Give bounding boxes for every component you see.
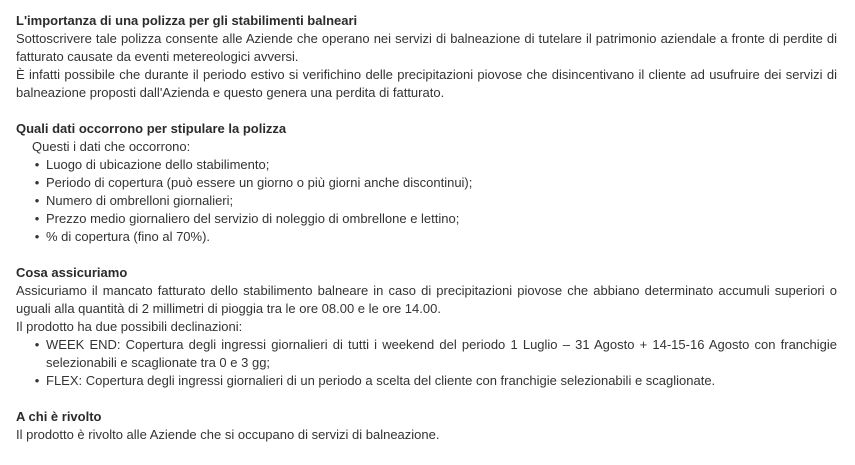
- list-item-text: FLEX: Copertura degli ingressi giornalieri di un periodo a scelta del cliente con franchigie selezionabili e scaglionate.: [46, 373, 716, 388]
- list-item-text: WEEK END: Copertura degli ingressi giornalieri di tutti i weekend del periodo 1 Luglio – 31 Agosto + 14-15-16 Agosto con franchigie selezionabili e scaglionate tra 0 e 3 gg;: [46, 337, 837, 370]
- bullet-icon: •: [34, 229, 40, 244]
- bullet-icon: •: [34, 337, 40, 352]
- section-paragraph: Assicuriamo il mancato fatturato dello stabilimento balneare in caso di precipitazioni piovose che abbiano determinato accumuli superiori o uguali alla quantità di 2 millimetri di pioggia tra le ore 08.00 e le ore 14.00.: [16, 283, 837, 316]
- list-item: [34, 228, 837, 246]
- list-item: [34, 174, 837, 192]
- list-item: [34, 336, 837, 372]
- list-item-text: Luogo di ubicazione dello stabilimento;: [46, 157, 270, 172]
- list-item: [34, 192, 837, 210]
- list-item-text: Periodo di copertura (può essere un giorno o più giorni anche discontinui);: [46, 175, 473, 190]
- section-target: [16, 408, 837, 444]
- bullet-icon: •: [34, 193, 40, 208]
- bullet-icon: •: [34, 157, 40, 172]
- list-item-text: Prezzo medio giornaliero del servizio di noleggio di ombrellone e lettino;: [46, 211, 460, 226]
- section-heading: A chi è rivolto: [16, 409, 102, 424]
- bullet-icon: •: [34, 175, 40, 190]
- section-paragraph: Sottoscrivere tale polizza consente alle Aziende che operano nei servizi di balneazione di tutelare il patrimonio aziendale a fronte di perdite di fatturato causate da eventi metereologici avversi.: [16, 31, 837, 64]
- section-required-data: [16, 120, 837, 246]
- bullet-icon: •: [34, 373, 40, 388]
- section-paragraph: È infatti possibile che durante il periodo estivo si verifichino delle precipitazioni piovose che disincentivano il cliente ad usufruire dei servizi di balneazione proposti dall'Azienda e questo genera una perdita di fatturato.: [16, 67, 837, 100]
- section-paragraph: Il prodotto ha due possibili declinazioni:: [16, 319, 243, 334]
- list-item: [34, 156, 837, 174]
- section-paragraph: Il prodotto è rivolto alle Aziende che si occupano di servizi di balneazione.: [16, 427, 440, 442]
- list-item: [34, 210, 837, 228]
- list-item: [34, 372, 837, 390]
- bullet-icon: •: [34, 211, 40, 226]
- section-heading: L'importanza di una polizza per gli stabilimenti balneari: [16, 13, 358, 28]
- list-item-text: Numero di ombrelloni giornalieri;: [46, 193, 234, 208]
- product-variants-list: [16, 336, 837, 390]
- required-data-list: [16, 156, 837, 246]
- section-heading: Cosa assicuriamo: [16, 265, 128, 280]
- section-coverage: [16, 264, 837, 390]
- section-heading: Quali dati occorrono per stipulare la polizza: [16, 121, 287, 136]
- list-intro: Questi i dati che occorrono:: [32, 139, 191, 154]
- section-importance: [16, 12, 837, 102]
- list-item-text: % di copertura (fino al 70%).: [46, 229, 211, 244]
